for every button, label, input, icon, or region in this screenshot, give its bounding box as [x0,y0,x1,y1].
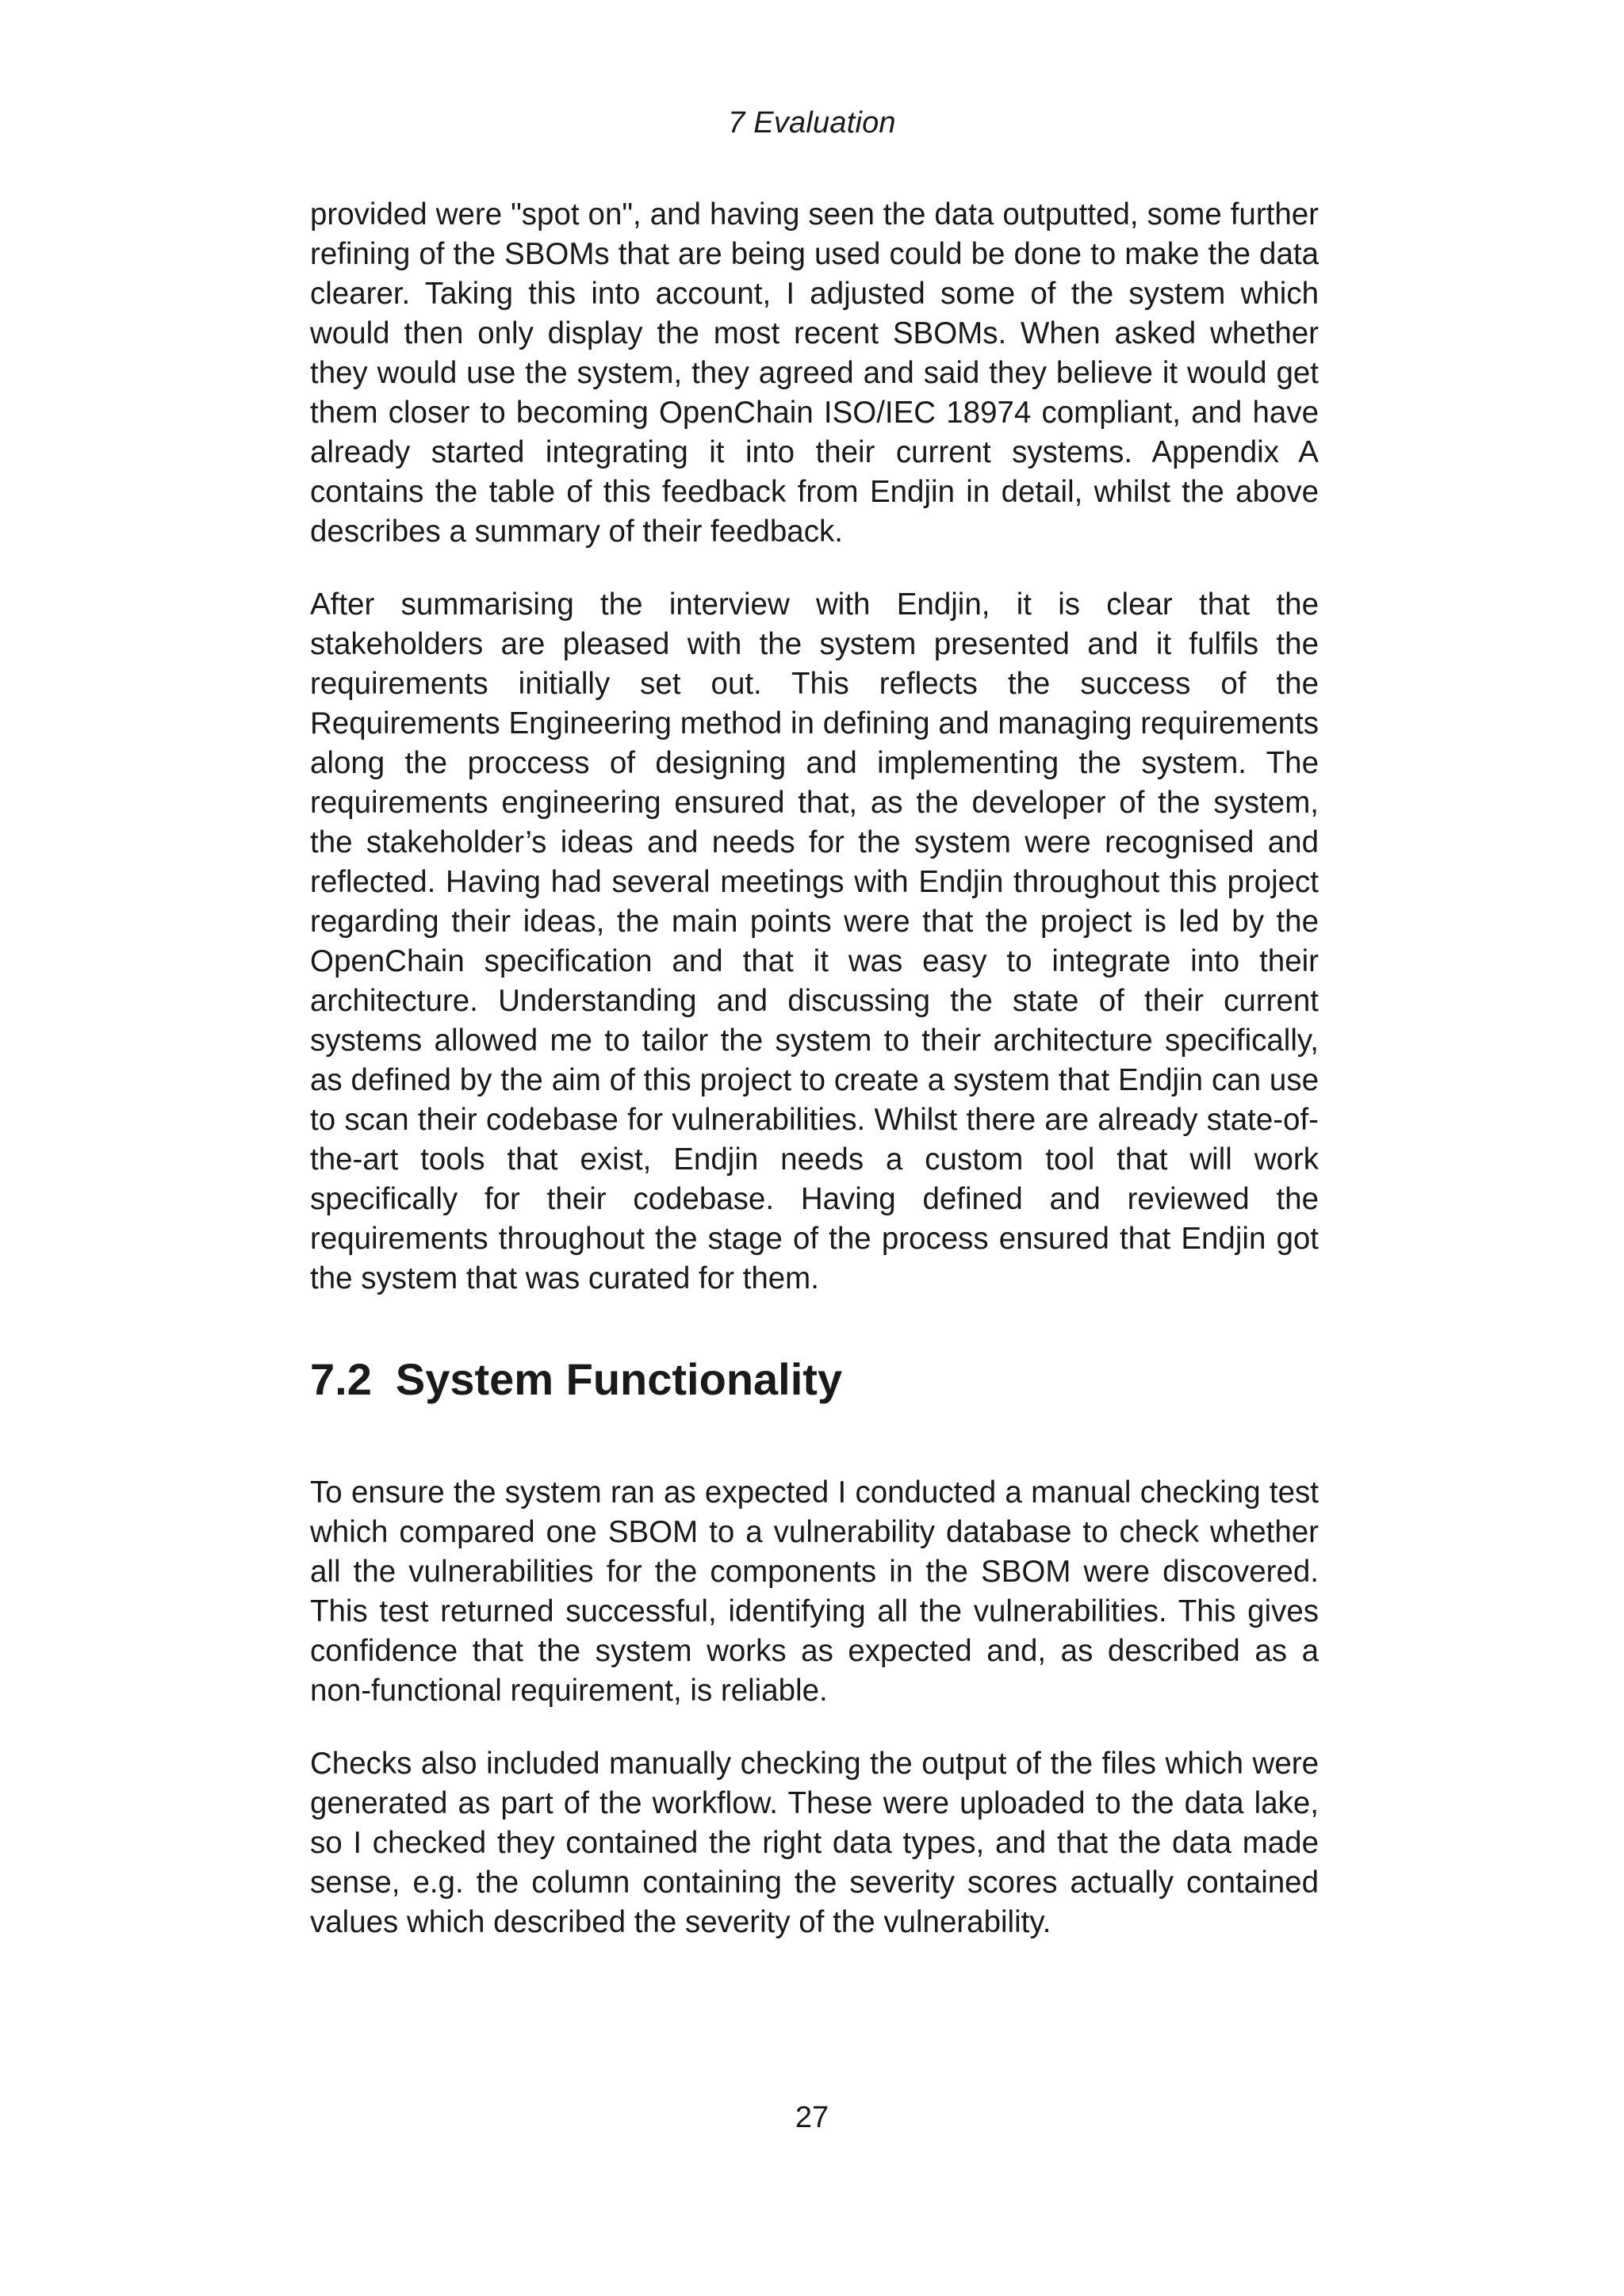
body-text-upper [310,195,1319,1299]
page-number: 27 [795,2101,829,2134]
paragraph-manual-test: To ensure the system ran as expected I conducted a manual checking test which compared one SBOM to a vulnerability database to check whether all the vulnerabilities for the components in the SBOM were discovered. This test returned successful, identifying all the vulnerabilities. This gives confidence that the system works as expected and, as described as a non-functional requirement, is reliable. [310,1475,1319,1708]
section-heading [310,1352,842,1407]
section-title: System Functionality [395,1354,843,1404]
paragraph-output-checks: Checks also included manually checking the output of the files which were generated as part of the workflow. These were uploaded to the data lake, so I checked they contained the right data types, and that the data made sense, e.g. the column containing the severity scores actually contained values which described the severity of the vulnerability. [310,1747,1319,1939]
paragraph-feedback-summary: provided were "spot on", and having seen the data outputted, some further refining of the SBOMs that are being used could be done to make the data clearer. Taking this into account, I adjusted some of the system which would then only display the most recent SBOMs. When asked whether they would use the system, they agreed and said they believe it would get them closer to becoming OpenChain ISO/IEC 18974 compliant, and have already started integrating it into their current systems. Appendix A contains the table of this feedback from Endjin in detail, whilst the above describes a summary of their feedback. [310,197,1319,549]
paragraph-interview-summary: After summarising the interview with Endjin, it is clear that the stakeholders are pleased with the system presented and it fulfils the requirements initially set out. This reflects the success of the Requirements Engineering method in defining and managing requirements along the proccess of designing and implementing the system. The requirements engineering ensured that, as the developer of the system, the stakeholder’s ideas and needs for the system were recognised and reflected. Having had several meetings with Endjin throughout this project regarding their ideas, the main points were that the project is led by the OpenChain specification and that it was easy to integrate into their architecture. Understanding and discussing the state of their current systems allowed me to tailor the system to their architecture specifically, as defined by the aim of this project to create a system that Endjin can use to scan their codebase for vulnerabilities. Whilst there are already state-of-the-art tools that exist, Endjin needs a custom tool that will work specifically for their codebase. Having defined and reviewed the requirements throughout the stage of the process ensured that Endjin got the system that was curated for them. [310,587,1319,1295]
body-text-lower [310,1473,1319,1942]
running-header: 7 Evaluation [728,106,896,140]
section-number: 7.2 [310,1354,372,1404]
